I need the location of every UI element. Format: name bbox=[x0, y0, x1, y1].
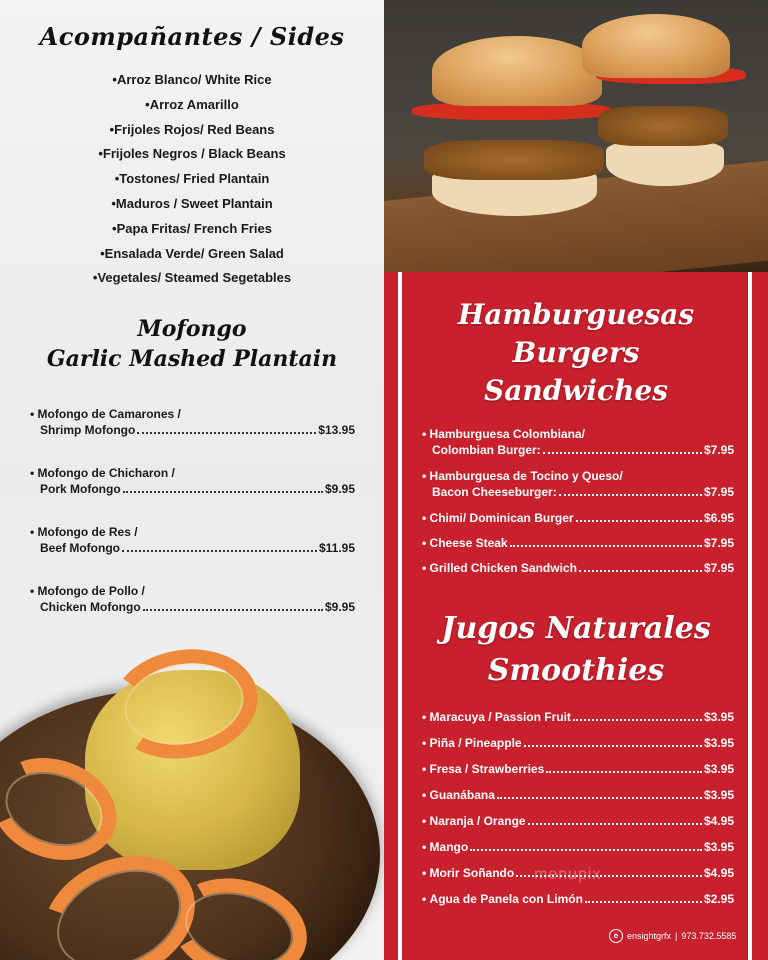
item-name-es: • Hamburguesa Colombiana/ bbox=[422, 426, 734, 442]
list-item bbox=[422, 535, 734, 560]
item-name-en: Pork Mofongo bbox=[40, 482, 121, 496]
item-name-es: • Mofongo de Pollo / bbox=[30, 583, 355, 599]
item-name: • Maracuya / Passion Fruit bbox=[429, 710, 571, 724]
item-price: $9.95 bbox=[324, 482, 355, 496]
list-item: • Vegetales/ Steamed Segetables bbox=[0, 268, 384, 293]
list-item bbox=[422, 468, 734, 510]
brand-phone: 973.732.5585 bbox=[681, 931, 737, 941]
item-row bbox=[422, 442, 734, 458]
item-row bbox=[30, 422, 355, 438]
item-row bbox=[422, 560, 734, 576]
list-item: • Papa Fritas/ French Fries bbox=[0, 219, 384, 244]
divider: | bbox=[675, 931, 678, 941]
item-price: $3.95 bbox=[703, 788, 734, 802]
brand-footer bbox=[609, 929, 736, 943]
list-item bbox=[30, 465, 355, 524]
dot-leader bbox=[470, 849, 702, 851]
mofongo-title-line2: Garlic Mashed Plantain bbox=[46, 346, 338, 372]
item-row bbox=[422, 761, 734, 777]
item-name: • Guanábana bbox=[429, 788, 495, 802]
brand-logo-icon: e bbox=[609, 929, 623, 943]
juices-title-line2: Smoothies bbox=[487, 653, 665, 688]
list-item: • Tostones/ Fried Plantain bbox=[0, 169, 384, 194]
list-item: • Arroz Amarillo bbox=[0, 95, 384, 120]
dot-leader bbox=[510, 545, 702, 547]
item-price: $4.95 bbox=[703, 866, 734, 880]
burgers-photo bbox=[384, 0, 768, 272]
list-item: • Maduros / Sweet Plantain bbox=[0, 194, 384, 219]
item-price: $9.95 bbox=[324, 600, 355, 614]
item-price: $13.95 bbox=[318, 423, 355, 437]
item-row bbox=[422, 484, 734, 500]
burgers-title-line2: Burgers bbox=[512, 336, 640, 369]
item-row bbox=[422, 709, 734, 725]
item-row bbox=[422, 510, 734, 526]
item-price: $3.95 bbox=[703, 762, 734, 776]
item-name-es: • Mofongo de Chicharon / bbox=[30, 465, 355, 481]
item-price: $6.95 bbox=[703, 511, 734, 525]
list-item: • Ensalada Verde/ Green Salad bbox=[0, 244, 384, 269]
burgers-title-line1: Hamburguesas bbox=[457, 298, 695, 331]
item-name: • Mango bbox=[429, 840, 469, 854]
mofongo-list bbox=[30, 406, 355, 642]
item-row bbox=[422, 839, 734, 855]
juices-title-line1: Jugos Naturales bbox=[441, 611, 711, 646]
item-name: • Naranja / Orange bbox=[429, 814, 526, 828]
list-item bbox=[30, 406, 355, 465]
mofongo-title-line1: Mofongo bbox=[137, 316, 247, 342]
item-row bbox=[422, 535, 734, 551]
bun-bottom-image bbox=[606, 142, 724, 186]
watermark: menupix bbox=[534, 866, 602, 883]
item-row bbox=[30, 481, 355, 497]
burgers-title-line3: Sandwiches bbox=[483, 374, 669, 407]
list-item: • Frijoles Rojos/ Red Beans bbox=[0, 120, 384, 145]
item-name: • Agua de Panela con Limón bbox=[429, 892, 583, 906]
juices-list bbox=[422, 709, 734, 917]
item-row bbox=[422, 787, 734, 803]
item-price: $2.95 bbox=[703, 892, 734, 906]
right-panel bbox=[384, 0, 768, 960]
list-item bbox=[422, 735, 734, 761]
item-price: $7.95 bbox=[703, 443, 734, 457]
list-item: • Arroz Blanco/ White Rice bbox=[0, 70, 384, 95]
list-item bbox=[30, 524, 355, 583]
item-name-en: Chicken Mofongo bbox=[40, 600, 141, 614]
item-name-en: Shrimp Mofongo bbox=[40, 423, 136, 437]
patty-image bbox=[424, 140, 604, 180]
dot-leader bbox=[524, 745, 702, 747]
dot-leader bbox=[576, 520, 702, 522]
list-item bbox=[422, 426, 734, 468]
dot-leader bbox=[497, 797, 702, 799]
list-item bbox=[422, 510, 734, 535]
bun-top-image bbox=[432, 36, 602, 106]
patty-image bbox=[598, 106, 728, 146]
burgers-title bbox=[384, 296, 768, 410]
item-name: • Cheese Steak bbox=[429, 536, 508, 550]
item-price: $7.95 bbox=[703, 485, 734, 499]
item-name-en: Colombian Burger: bbox=[432, 443, 541, 457]
item-name-es: • Mofongo de Camarones / bbox=[30, 406, 355, 422]
item-price: $7.95 bbox=[703, 561, 734, 575]
item-name-en: Bacon Cheeseburger: bbox=[432, 485, 557, 499]
item-name-en: Beef Mofongo bbox=[40, 541, 120, 555]
dot-leader bbox=[528, 823, 702, 825]
list-item bbox=[422, 891, 734, 917]
item-price: $3.95 bbox=[703, 710, 734, 724]
dot-leader bbox=[573, 719, 702, 721]
dot-leader bbox=[559, 494, 702, 496]
list-item bbox=[30, 583, 355, 642]
item-name: • Fresa / Strawberries bbox=[429, 762, 545, 776]
list-item bbox=[422, 787, 734, 813]
dot-leader bbox=[546, 771, 702, 773]
juices-title bbox=[384, 608, 768, 692]
sides-list bbox=[0, 70, 384, 293]
list-item bbox=[422, 813, 734, 839]
list-item bbox=[422, 761, 734, 787]
list-item bbox=[422, 839, 734, 865]
list-item: • Frijoles Negros / Black Beans bbox=[0, 144, 384, 169]
burgers-list bbox=[422, 426, 734, 585]
dot-leader bbox=[123, 491, 323, 493]
item-name: • Piña / Pineapple bbox=[429, 736, 522, 750]
sides-title: Acompañantes / Sides bbox=[39, 22, 345, 51]
dot-leader bbox=[143, 609, 323, 611]
dot-leader bbox=[579, 570, 702, 572]
item-price: $3.95 bbox=[703, 840, 734, 854]
dot-leader bbox=[585, 901, 702, 903]
item-row bbox=[422, 891, 734, 907]
item-row bbox=[422, 735, 734, 751]
item-name-es: • Hamburguesa de Tocino y Queso/ bbox=[422, 468, 734, 484]
item-name: • Morir Soñando bbox=[429, 866, 515, 880]
item-row bbox=[30, 540, 355, 556]
bun-top-image bbox=[582, 14, 730, 78]
brand-name: ensightgrfx bbox=[627, 931, 672, 941]
item-row bbox=[30, 599, 355, 615]
item-name: • Grilled Chicken Sandwich bbox=[429, 561, 577, 575]
mofongo-title bbox=[0, 314, 384, 374]
item-name-es: • Mofongo de Res / bbox=[30, 524, 355, 540]
dot-leader bbox=[137, 432, 316, 434]
item-name: • Chimi/ Dominican Burger bbox=[429, 511, 574, 525]
dot-leader bbox=[122, 550, 317, 552]
item-price: $3.95 bbox=[703, 736, 734, 750]
item-price: $11.95 bbox=[318, 541, 355, 555]
list-item bbox=[422, 560, 734, 585]
dot-leader bbox=[543, 452, 702, 454]
list-item bbox=[422, 709, 734, 735]
item-price: $7.95 bbox=[703, 536, 734, 550]
item-price: $4.95 bbox=[703, 814, 734, 828]
item-row bbox=[422, 813, 734, 829]
